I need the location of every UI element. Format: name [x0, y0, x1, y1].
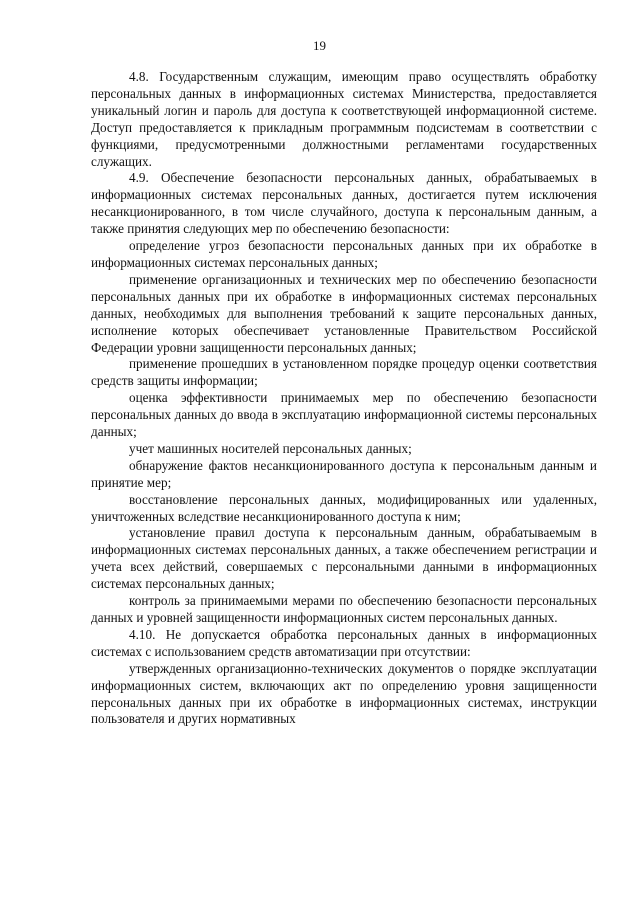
measure-unauthorized-access-detection: обнаружение фактов несанкционированного доступа к персональным данным и принятие мер;	[91, 457, 597, 490]
measure-organizational-technical: применение организационных и технических мер по обеспечению безопасности персональных данных при их обработке в информационных системах персональных данных, необходимых для выполнения требований к защите персональных данных, исполнение которых обеспечивает установленные Правительством Российской Федерации уровни защищенности персональных данных;	[91, 271, 597, 355]
measure-control: контроль за принимаемыми мерами по обеспечению безопасности персональных данных и уровней защищенности информационных систем персональных данных.	[91, 593, 597, 625]
paragraph-4-9: 4.9. Обеспечение безопасности персональных данных, обрабатываемых в информационных системах персональных данных, достигается путем исключения несанкционированного, в том числе случайного, доступа к персональным данным, а также принятия следующих мер по обеспечению безопасности:	[91, 170, 597, 237]
condition-approved-documents: утвержденных организационно-технических документов о порядке эксплуатации информационных систем, включающих акт по определению уровня защищенности персональных данных при их обработке в информационных системах, инструкции пользователя и других нормативных	[91, 660, 597, 727]
paragraph-4-8: 4.8. Государственным служащим, имеющим право осуществлять обработку персональных данных в информационных системах Министерства, предоставляется уникальный логин и пароль для доступа к соответствующей информационной системе. Доступ предоставляется к прикладным программным подсистемам в соответствии с функциями, предусмотренными должностными регламентами государственных служащих.	[91, 69, 597, 169]
measure-conformity-assessment: применение прошедших в установленном порядке процедур оценки соответствия средств защиты информации;	[91, 356, 597, 389]
body-text	[91, 69, 597, 728]
measure-effectiveness-evaluation: оценка эффективности принимаемых мер по обеспечению безопасности персональных данных до ввода в эксплуатацию информационной системы персональных данных;	[91, 390, 597, 440]
measure-threat-definition: определение угроз безопасности персональных данных при их обработке в информационных системах персональных данных;	[91, 238, 597, 270]
measure-access-rules: установление правил доступа к персональным данным, обрабатываемым в информационных системах персональных данных, а также обеспечением регистрации и учета всех действий, совершаемых с персональными данными в информационных системах персональных данных;	[91, 525, 597, 592]
paragraph-4-10: 4.10. Не допускается обработка персональных данных в информационных системах с использованием средств автоматизации при отсутствии:	[91, 626, 597, 659]
measure-data-recovery: восстановление персональных данных, модифицированных или удаленных, уничтоженных вследствие несанкционированного доступа к ним;	[91, 491, 597, 524]
measure-media-accounting: учет машинных носителей персональных данных;	[129, 440, 412, 456]
page-number: 19	[313, 38, 326, 53]
